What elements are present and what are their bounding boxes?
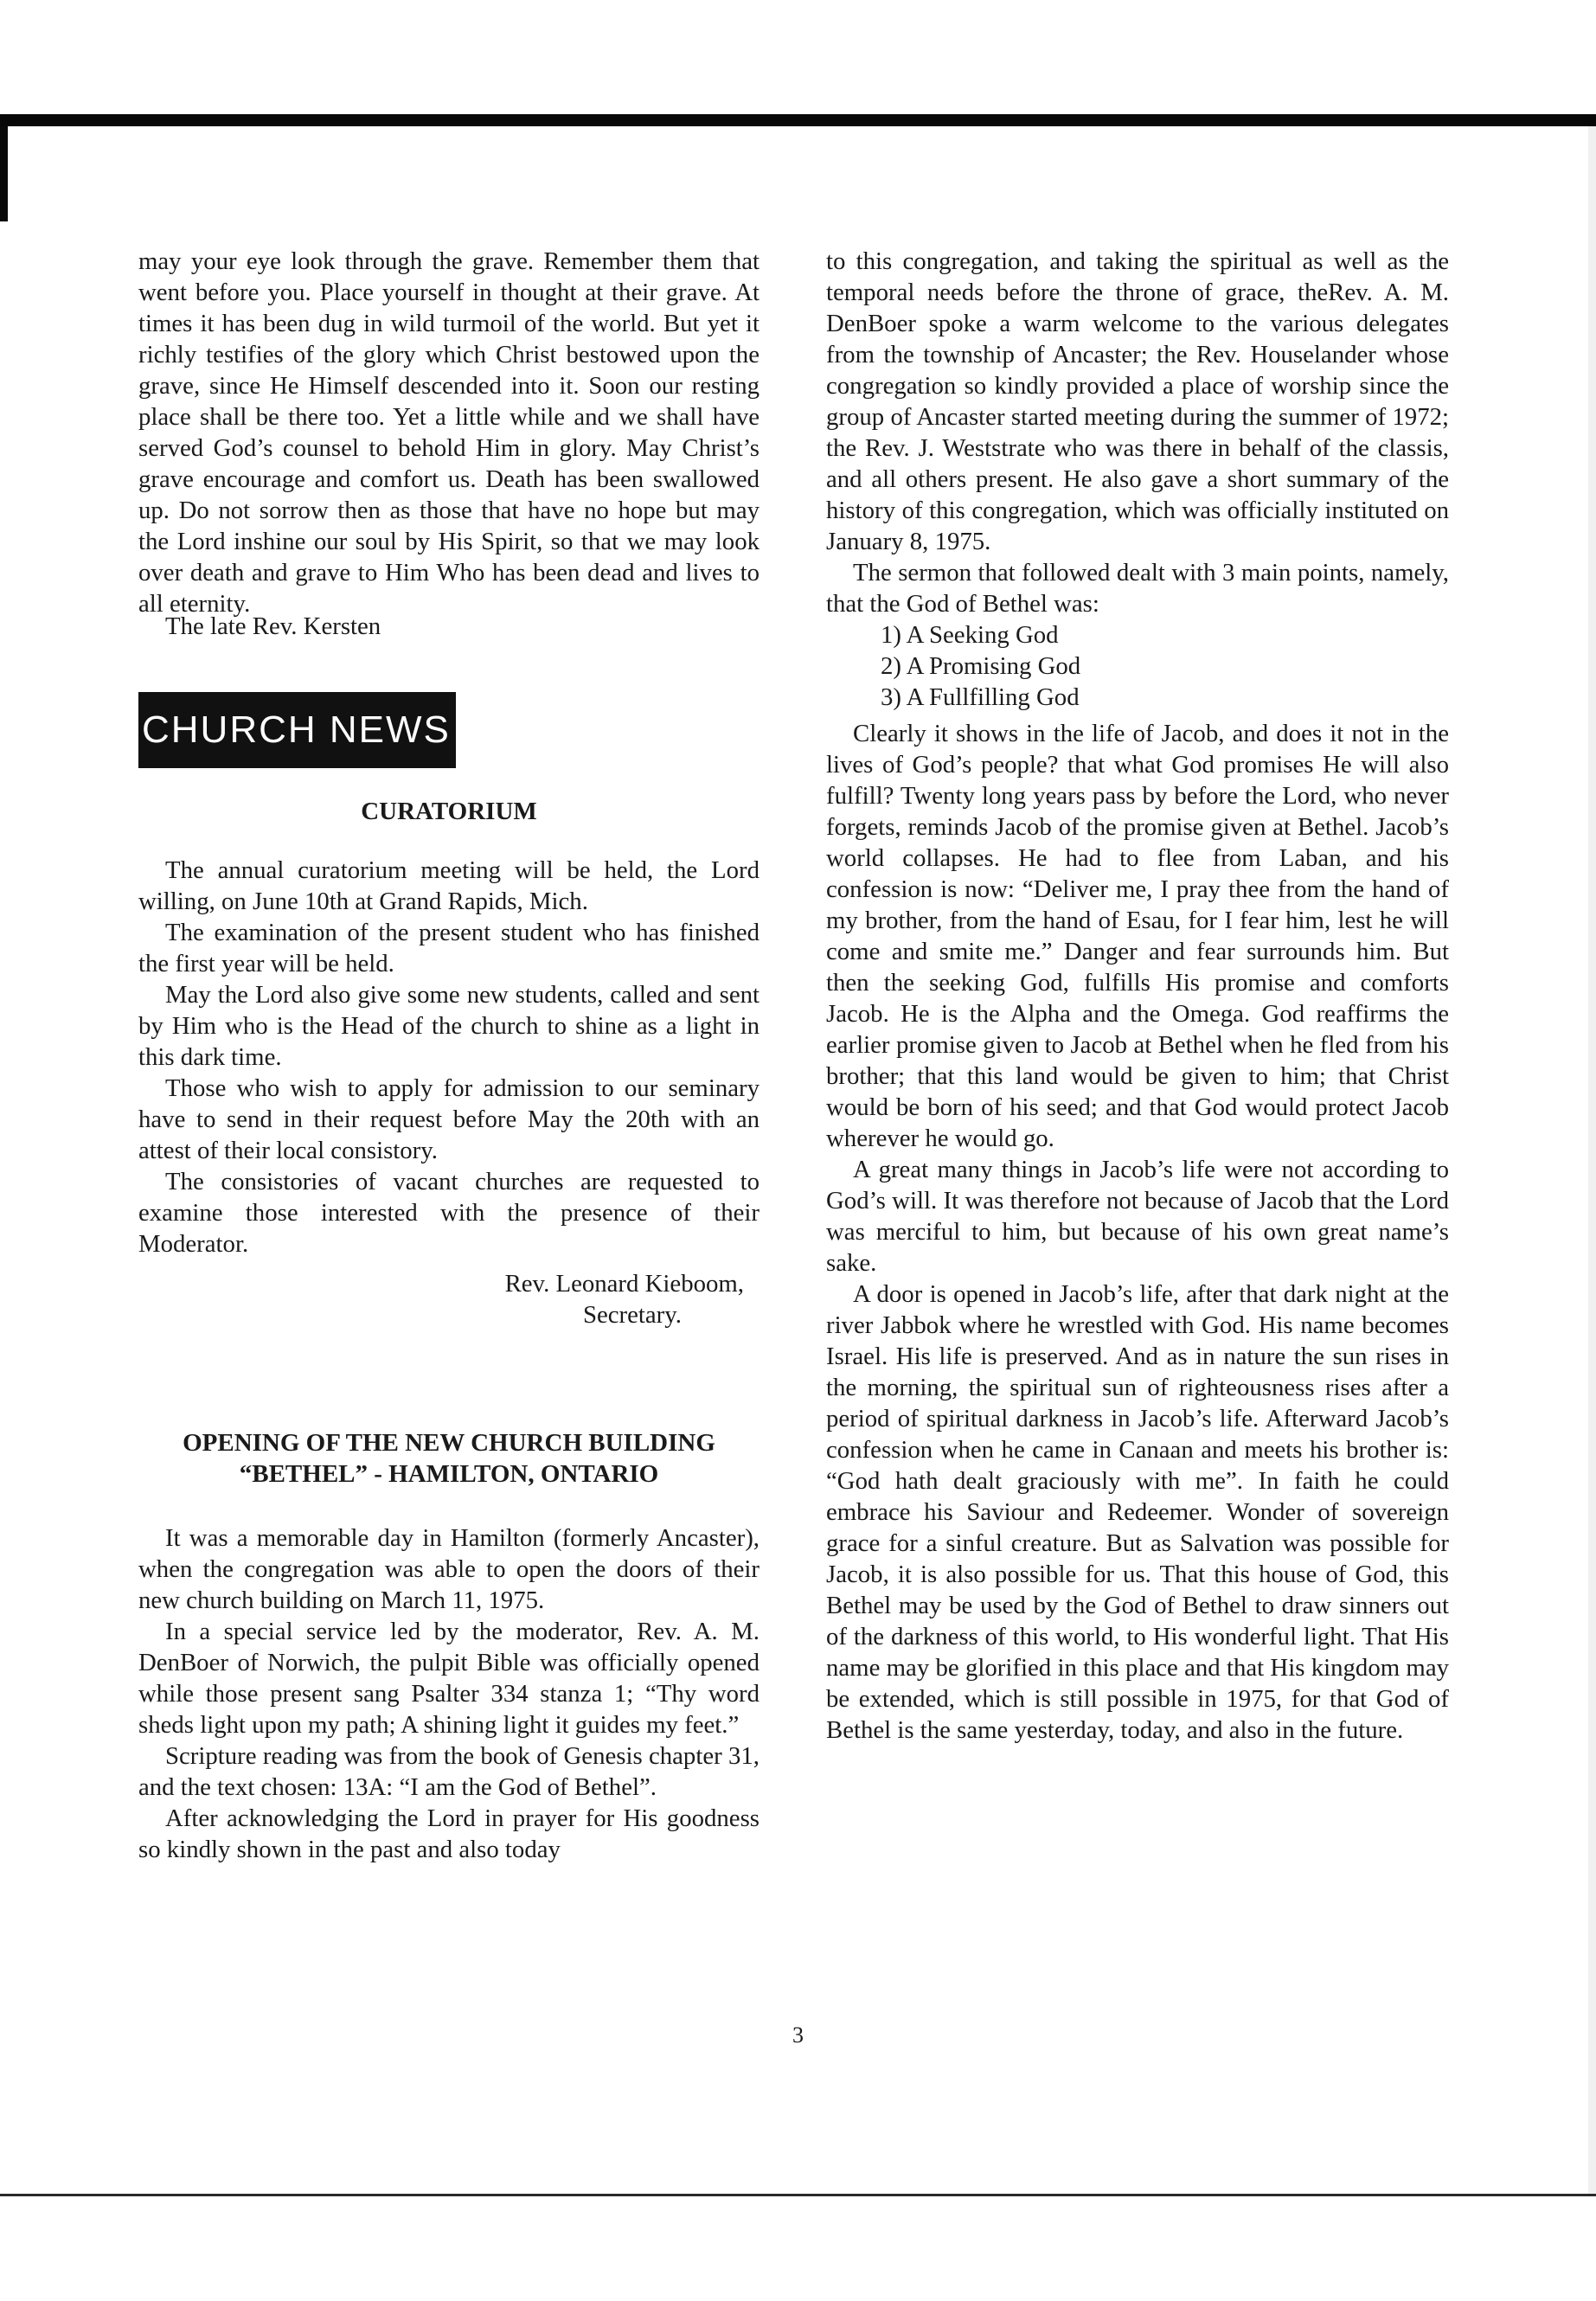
left-column xyxy=(138,246,760,1865)
opening-heading xyxy=(138,1427,760,1490)
sermon-point: 3) A Fullfilling God xyxy=(881,683,1080,711)
scan-bottom-edge xyxy=(0,2194,1596,2196)
curatorium-paragraph: May the Lord also give some new students, called and sent by Him who is the Head of the church to shine as a light in this dark time. xyxy=(138,981,760,1071)
opening-paragraph: It was a memorable day in Hamilton (formerly Ancaster), when the congregation was able to open the doors of their new church building on March 11, 1975. xyxy=(138,1524,760,1614)
report-paragraph: to this congregation, and taking the spiritual as well as the temporal needs before the throne of grace, theRev. A. M. DenBoer spoke a warm welcome to the various delegates from the township of Ancaster; the Rev. Houselander whose congregation so kindly provided a place of worship since the group of Ancaster started meeting during the summer of 1972; the Rev. J. Weststrate who was there in behalf of the classis, and all others present. He also gave a short summary of the history of this congregation, which was officially instituted on January 8, 1975. xyxy=(826,247,1449,555)
report-paragraph: Clearly it shows in the life of Jacob, and does it not in the lives of God’s people? that what God promises He will also fulfill? Twenty long years pass by before the Lord, who never forgets, reminds Jacob of the promise given at Bethel. Jacob’s world collapses. He had to flee from Laban, and his confession is now: “Deliver me, I pray thee from the hand of my brother, from the hand of Esau, for I fear him, lest he will come and smite me.” Danger and fear surrounds him. But then the seeking God, fulfills His promise and comforts Jacob. He is the Alpha and the Omega. God reaffirms the earlier promise given to Jacob at Bethel when he fled from his brother; that this land would be given to him; that Christ would be born of his seed; and that God would protect Jacob wherever he would go. xyxy=(826,720,1449,1152)
report-paragraph: A great many things in Jacob’s life were not according to God’s will. It was therefore not because of Jacob that the Lord was merciful to him, but because of his own great name’s sake. xyxy=(826,1156,1449,1277)
opening-heading-line2: “BETHEL” - HAMILTON, ONTARIO xyxy=(239,1460,659,1488)
curatorium-paragraph: The examination of the present student who has finished the first year will be held. xyxy=(138,919,760,977)
scan-top-edge xyxy=(0,114,1596,126)
sermon-point: 1) A Seeking God xyxy=(881,621,1059,649)
signature-title: Secretary. xyxy=(582,1301,682,1329)
report-paragraph: The sermon that followed dealt with 3 main points, namely, that the God of Bethel was: xyxy=(826,559,1449,618)
opening-paragraph: Scripture reading was from the book of Genesis chapter 31, and the text chosen: 13A: “I am the God of Bethel”. xyxy=(138,1742,760,1801)
scan-right-edge xyxy=(1588,126,1596,2194)
church-news-banner: CHURCH NEWS xyxy=(138,692,456,768)
curatorium-paragraph: The consistories of vacant churches are requested to examine those interested with the presence of their Moderator. xyxy=(138,1168,760,1258)
right-column xyxy=(826,246,1449,1746)
scan-top-margin xyxy=(0,0,1596,114)
curatorium-heading: CURATORIUM xyxy=(361,798,537,825)
page-number: 3 xyxy=(792,2022,804,2048)
scan-left-edge xyxy=(0,126,8,221)
opening-heading-line1: OPENING OF THE NEW CHURCH BUILDING xyxy=(183,1429,715,1457)
opening-paragraph: In a special service led by the moderator, Rev. A. M. DenBoer of Norwich, the pulpit Bible was officially opened while those present sang Psalter 334 stanza 1; “Thy word sheds light upon my path; A shining light it guides my feet.” xyxy=(138,1618,760,1739)
meditation-signature: The late Rev. Kersten xyxy=(165,612,381,640)
opening-paragraph: After acknowledging the Lord in prayer for His goodness so kindly shown in the past and also today xyxy=(138,1804,760,1863)
curatorium-paragraph: The annual curatorium meeting will be held, the Lord willing, on June 10th at Grand Rapids, Mich. xyxy=(138,856,760,915)
meditation-paragraph: may your eye look through the grave. Remember them that went before you. Place yourself in thought at their grave. At times it has been dug in wild turmoil of the world. But yet it richly testifies of the glory which Christ bestowed upon the grave, since He Himself descended into it. Soon our resting place shall be there too. Yet a little while and we shall have served God’s counsel to behold Him in glory. May Christ’s grave encourage and comfort us. Death has been swallowed up. Do not sorrow then as those that have no hope but may the Lord inshine our soul by His Spirit, so that we may look over death and grave to Him Who has been dead and lives to all eternity. xyxy=(138,247,760,618)
report-paragraph: A door is opened in Jacob’s life, after that dark night at the river Jabbok where he wrestled with God. His name becomes Israel. His life is preserved. And as in nature the sun rises in the morning, the spiritual sun of righteousness rises after a period of spiritual darkness in Jacob’s life. Afterward Jacob’s confession when he came in Canaan and meets his brother is: “God hath dealt graciously with me”. In faith he could embrace his Saviour and Redeemer. Wonder of sovereign grace for a sinful creature. But as Salvation was possible for Jacob, it is also possible for us. That this house of God, this Bethel may be used by the God of Bethel to draw sinners out of the darkness of this world, to His wonderful light. That His name may be glorified in this place and that His kingdom may be extended, which is still possible in 1975, for that God of Bethel is the same yesterday, today, and also in the future. xyxy=(826,1280,1449,1744)
curatorium-signature xyxy=(138,1268,760,1330)
curatorium-paragraph: Those who wish to apply for admission to our seminary have to send in their request before May the 20th with an attest of their local consistory. xyxy=(138,1074,760,1164)
signature-name: Rev. Leonard Kieboom, xyxy=(504,1270,744,1298)
sermon-point: 2) A Promising God xyxy=(881,652,1081,680)
